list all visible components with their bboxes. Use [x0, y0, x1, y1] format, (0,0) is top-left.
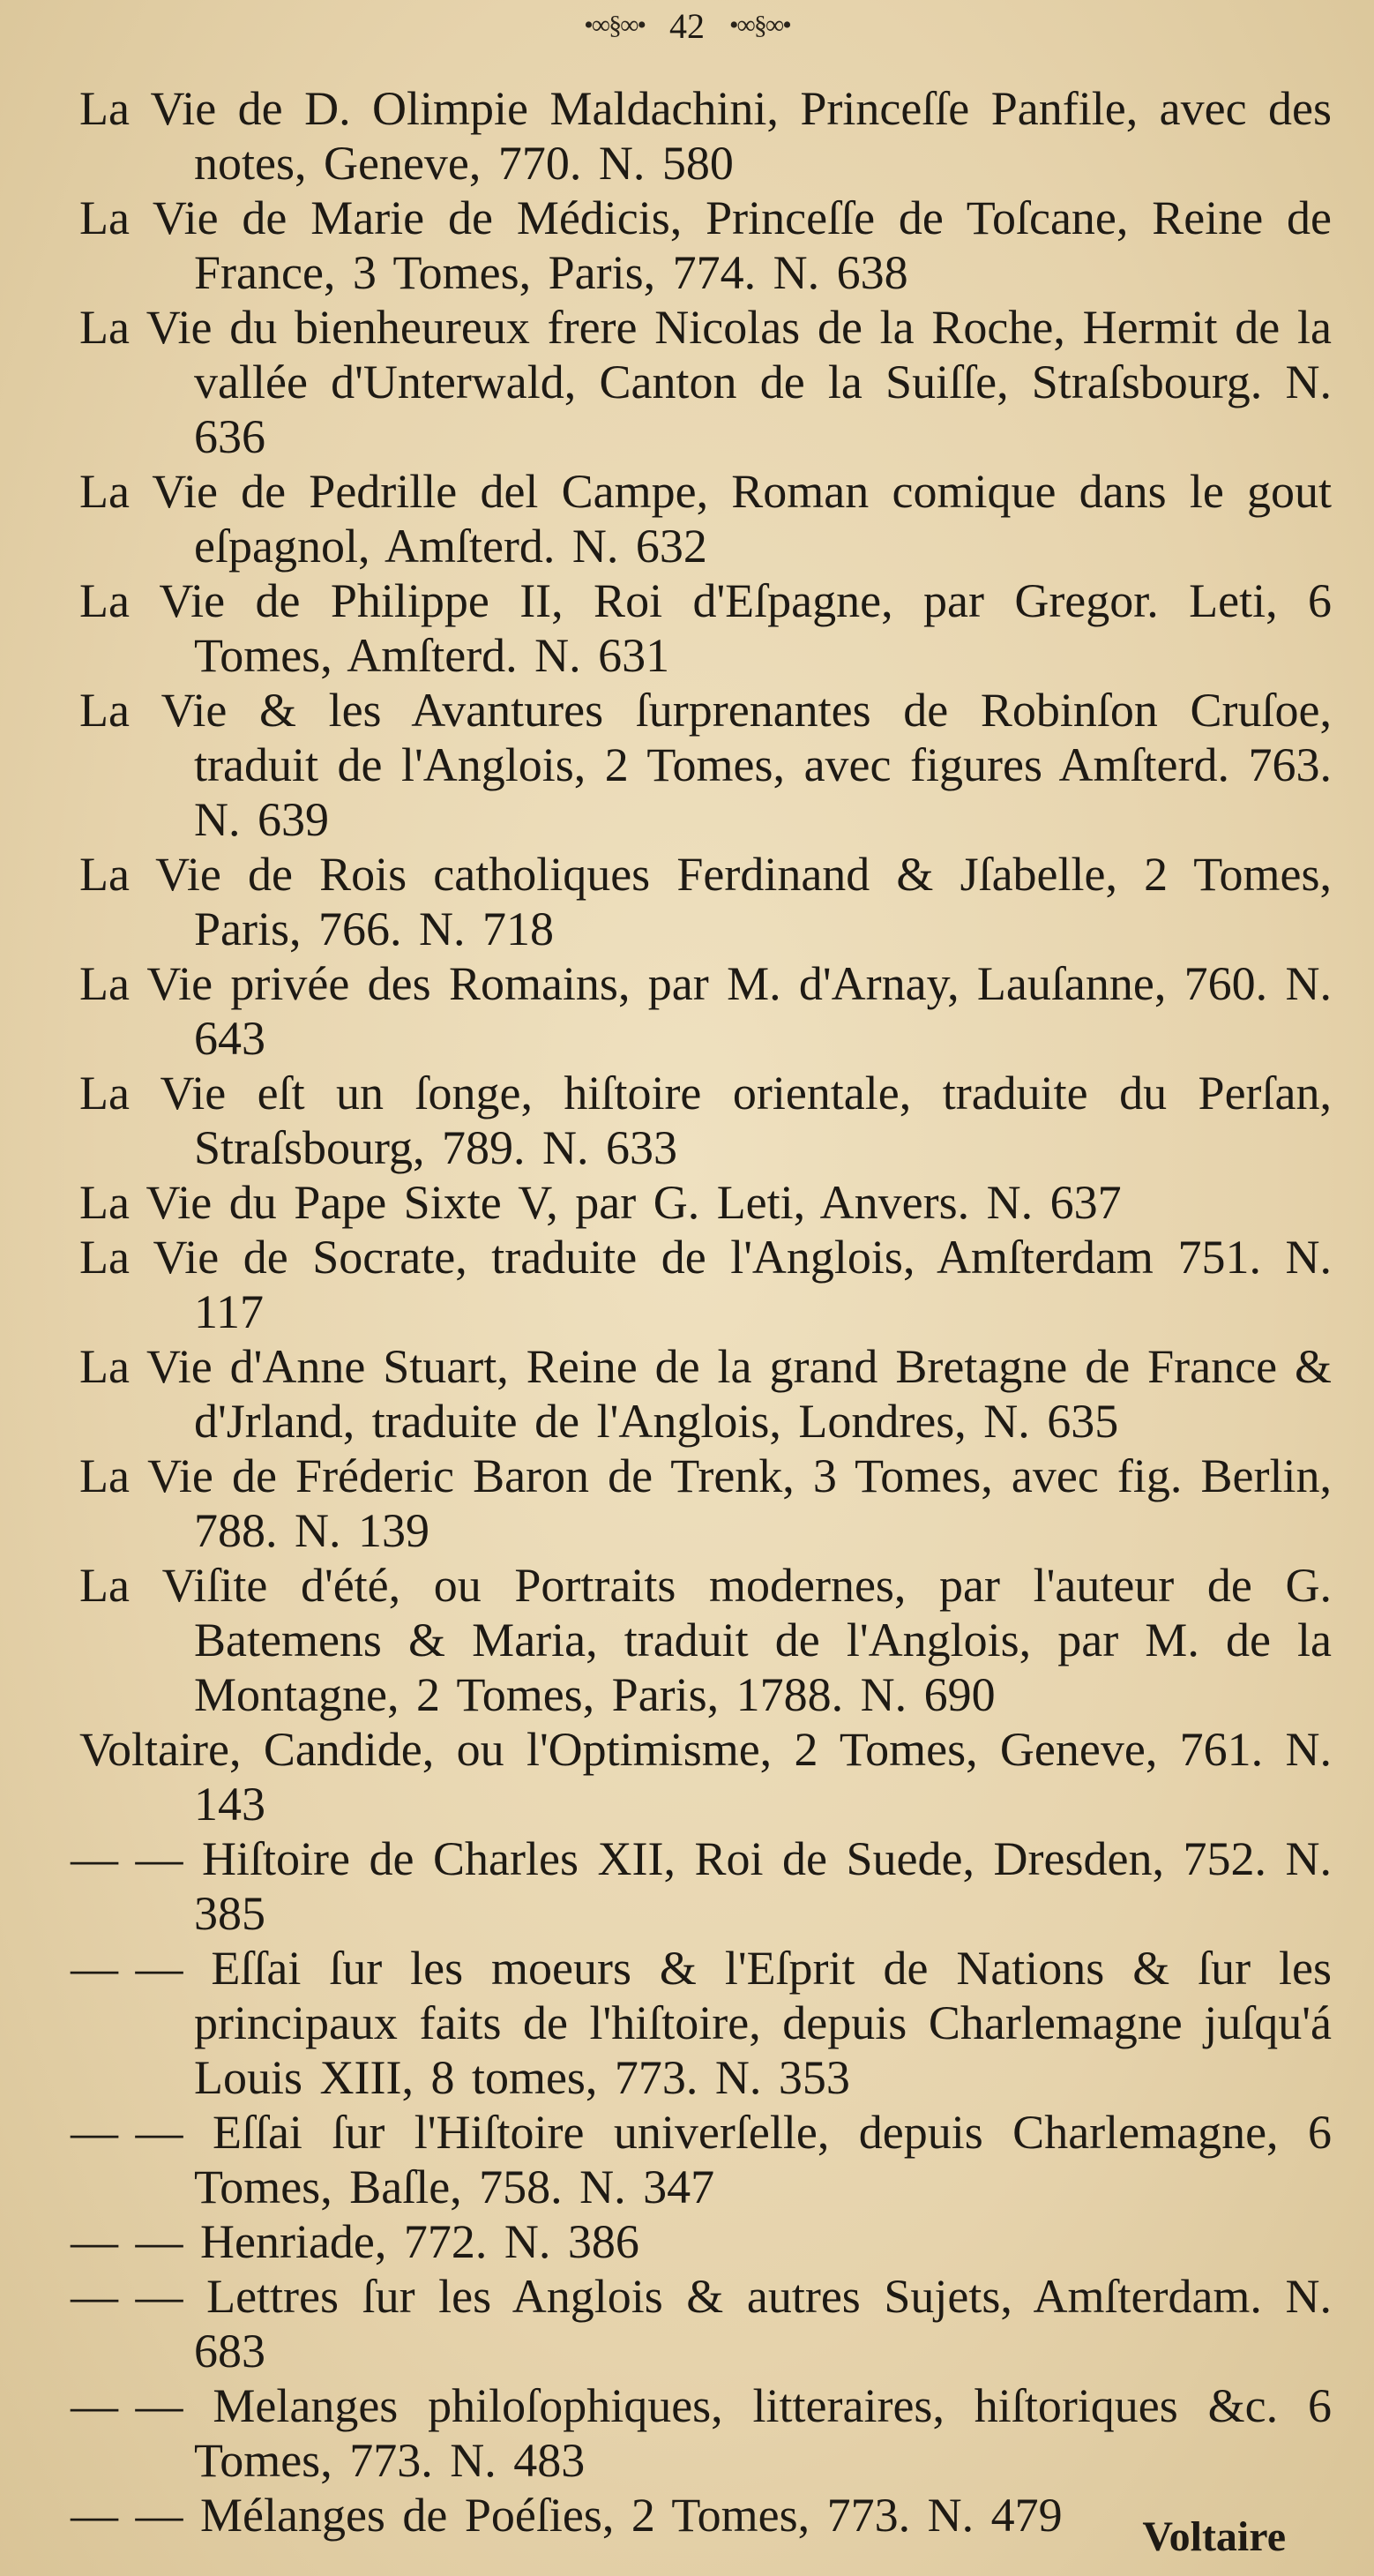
ornament-right: •∞§∞•: [729, 11, 790, 40]
catalog-entry: La Vie de Socrate, traduite de l'Anglois, Amſterdam 751. N. 117: [79, 1231, 1332, 1338]
page-header: [0, 0, 1374, 51]
catalog-entry: La Vie du Pape Sixte V, par G. Leti, Anvers. N. 637: [79, 1176, 1122, 1229]
catalog-entry: La Vie & les Avantures ſurprenantes de Robinſon Cruſoe, traduit de l'Anglois, 2 Tomes, avec figures Amſterd. 763. N. 639: [79, 684, 1332, 846]
catalog-entry: — — Hiſtoire de Charles XII, Roi de Suede, Dresden, 752. N. 385: [71, 1832, 1332, 1940]
page-number: 42: [669, 5, 705, 46]
catalog-entry: La Vie de Rois catholiques Ferdinand & Jſabelle, 2 Tomes, Paris, 766. N. 718: [79, 848, 1332, 955]
catalog-entry: — — Melanges philoſophiques, litteraires, hiſtoriques &c. 6 Tomes, 773. N. 483: [71, 2379, 1332, 2487]
catalog-entry: La Vie d'Anne Stuart, Reine de la grand Bretagne de France & d'Jrland, traduite de l'Anglois, Londres, N. 635: [79, 1340, 1333, 1448]
ornament-left: •∞§∞•: [584, 11, 645, 40]
catalog-entry: — — Mélanges de Poéſies, 2 Tomes, 773. N. 479: [71, 2489, 1063, 2542]
catalog-entry: Voltaire, Candide, ou l'Optimisme, 2 Tomes, Geneve, 761. N. 143: [79, 1723, 1332, 1831]
catalog-entry: La Vie de Philippe II, Roi d'Eſpagne, par Gregor. Leti, 6 Tomes, Amſterd. N. 631: [79, 574, 1332, 682]
catalog-entries: [62, 81, 1332, 2542]
catalog-entry: La Viſite d'été, ou Portraits modernes, par l'auteur de G. Batemens & Maria, traduit de l'Anglois, par M. de la Montagne, 2 Tomes, Paris, 1788. N. 690: [79, 1559, 1332, 1721]
catalog-entry: La Vie du bienheureux frere Nicolas de la Roche, Hermit de la vallée d'Unterwald, Canton de la Suiſſe, Straſsbourg. N. 636: [79, 301, 1332, 463]
catalog-entry: La Vie eſt un ſonge, hiſtoire orientale, traduite du Perſan, Straſsbourg, 789. N. 633: [79, 1067, 1332, 1174]
catalog-entry: La Vie privée des Romains, par M. d'Arnay, Lauſanne, 760. N. 643: [79, 957, 1332, 1065]
catalog-entry: La Vie de Pedrille del Campe, Roman comique dans le gout eſpagnol, Amſterd. N. 632: [79, 465, 1332, 573]
catalog-entry: La Vie de Fréderic Baron de Trenk, 3 Tomes, avec fig. Berlin, 788. N. 139: [79, 1449, 1332, 1557]
catchword: Voltaire: [1142, 2513, 1286, 2560]
catalog-entry: — — Lettres ſur les Anglois & autres Sujets, Amſterdam. N. 683: [71, 2270, 1332, 2378]
catalog-entry: — — Eſſai ſur les moeurs & l'Eſprit de Nations & ſur les principaux faits de l'hiſtoire, depuis Charlemagne juſqu'á Louis XIII, 8 tomes, 773. N. 353: [71, 1942, 1332, 2104]
catalog-entry: La Vie de Marie de Médicis, Princeſſe de Toſcane, Reine de France, 3 Tomes, Paris, 774. N. 638: [79, 191, 1332, 299]
catalog-entry: — — Henriade, 772. N. 386: [71, 2215, 639, 2268]
catalog-entry: La Vie de D. Olimpie Maldachini, Princeſſe Panfile, avec des notes, Geneve, 770. N. 580: [79, 82, 1332, 190]
catalog-entry: — — Eſſai ſur l'Hiſtoire univerſelle, depuis Charlemagne, 6 Tomes, Baſle, 758. N. 347: [71, 2106, 1333, 2213]
